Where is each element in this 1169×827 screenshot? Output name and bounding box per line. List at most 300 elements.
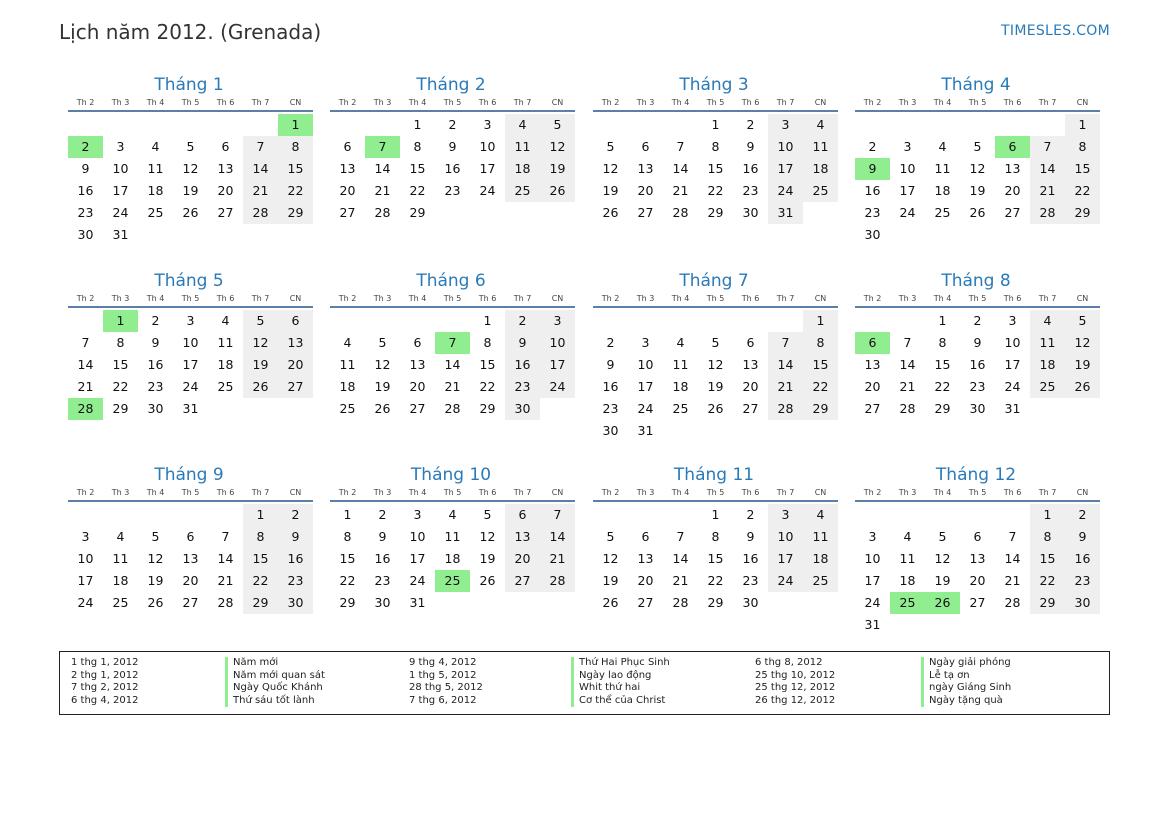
day-cell: 18 [803,548,838,570]
weekday-label: CN [1076,294,1089,303]
month-title: Tháng 7 [679,271,749,291]
day-cell: 14 [1030,158,1065,180]
weekday-label: Th 3 [898,98,917,107]
day-cell: 5 [151,529,160,544]
day-cell: 2 [505,310,540,332]
day-cell-empty [400,310,435,332]
day-cell: 18 [899,573,916,588]
day-cell: 3 [1008,313,1017,328]
weekday-label: Th 5 [968,294,987,303]
day-cell: 26 [374,401,391,416]
day-cell: 13 [969,551,986,566]
weekday-label: Th 7 [513,98,532,107]
month-2 [330,72,575,224]
day-cell: 8 [1030,526,1065,548]
day-cell: 10 [637,357,654,372]
day-grid [330,114,575,224]
day-cell: 6 [973,529,982,544]
day-cell: 14 [899,357,916,372]
day-cell: 1 [803,310,838,332]
legend-holiday-name: Thứ sáu tốt lành [225,695,325,708]
day-cell: 5 [938,529,947,544]
day-cell-holiday: 9 [855,158,890,180]
day-cell: 20 [182,573,199,588]
day-cell: 6 [221,139,230,154]
legend-dates [409,657,483,707]
day-cell: 22 [707,183,724,198]
legend-names [571,657,670,707]
weekday-label: CN [814,488,827,497]
weekday-label: Th 5 [706,294,725,303]
legend-date: 6 thg 4, 2012 [71,694,139,706]
day-cell: 6 [186,529,195,544]
day-cell: 4 [151,139,160,154]
day-cell: 8 [938,335,947,350]
day-cell: 28 [243,202,278,224]
day-cell: 30 [969,401,986,416]
weekday-label: Th 7 [513,488,532,497]
weekday-label: Th 7 [513,294,532,303]
weekday-label: Th 7 [1038,98,1057,107]
day-cell: 13 [505,526,540,548]
day-cell: 17 [182,357,199,372]
weekday-label: Th 3 [373,98,392,107]
weekday-label: CN [289,488,302,497]
day-cell: 9 [746,139,755,154]
weekday-label: Th 3 [111,488,130,497]
day-cell-empty [698,310,733,332]
day-cell: 30 [374,595,391,610]
day-cell-empty [435,310,470,332]
day-cell: 25 [505,180,540,202]
day-cell: 12 [147,551,164,566]
day-cell: 24 [637,401,654,416]
day-cell: 22 [243,570,278,592]
legend-holiday-name: Thứ Hai Phục Sinh [571,657,670,670]
day-cell: 12 [707,357,724,372]
weekday-header [330,96,575,112]
day-cell-empty [855,504,890,526]
day-cell: 26 [707,401,724,416]
day-cell: 21 [77,379,94,394]
day-cell: 16 [742,161,759,176]
day-cell-empty [628,114,663,136]
day-cell: 14 [374,161,391,176]
day-cell: 30 [505,398,540,420]
legend-holiday-name: Năm mới [225,657,325,670]
day-cell: 28 [444,401,461,416]
day-cell: 21 [444,379,461,394]
day-cell: 22 [112,379,129,394]
weekday-header [593,292,838,308]
day-cell: 16 [864,183,881,198]
day-cell: 31 [409,595,426,610]
day-cell: 3 [641,335,650,350]
weekday-label: Th 4 [146,98,165,107]
day-cell: 7 [903,335,912,350]
day-cell: 25 [672,401,689,416]
day-cell-empty [628,504,663,526]
day-cell: 4 [448,507,457,522]
day-cell-empty [925,114,960,136]
weekday-label: Th 2 [76,294,95,303]
day-cell: 6 [746,335,755,350]
day-cell-empty [925,504,960,526]
day-cell: 8 [413,139,422,154]
day-cell: 17 [899,183,916,198]
day-grid [68,504,313,614]
month-title: Tháng 11 [673,465,755,485]
weekday-label: CN [551,98,564,107]
day-cell: 19 [969,183,986,198]
legend-date: 1 thg 1, 2012 [71,657,139,668]
day-cell: 1 [243,504,278,526]
day-cell: 19 [934,573,951,588]
day-cell: 29 [1065,202,1100,224]
day-cell: 26 [602,595,619,610]
day-cell: 14 [540,526,575,548]
day-cell: 12 [602,551,619,566]
day-cell: 16 [374,551,391,566]
day-cell: 10 [768,136,803,158]
weekday-label: Th 6 [478,294,497,303]
day-cell: 21 [899,379,916,394]
day-cell: 28 [217,595,234,610]
day-cell: 20 [969,573,986,588]
day-cell: 4 [803,504,838,526]
day-cell: 25 [1030,376,1065,398]
weekday-label: Th 4 [671,98,690,107]
day-cell: 2 [606,335,615,350]
day-cell: 24 [864,595,881,610]
day-cell: 29 [707,595,724,610]
month-10 [330,462,575,614]
day-cell: 24 [1004,379,1021,394]
day-cell: 29 [1030,592,1065,614]
day-cell: 5 [243,310,278,332]
weekday-header [855,292,1100,308]
day-cell-holiday: 2 [68,136,103,158]
day-cell-empty [663,504,698,526]
day-cell: 5 [711,335,720,350]
day-cell: 10 [540,332,575,354]
day-cell: 3 [116,139,125,154]
day-cell: 31 [637,423,654,438]
day-cell: 11 [339,357,356,372]
day-cell: 15 [803,354,838,376]
day-cell-empty [68,114,103,136]
day-cell-empty [330,114,365,136]
day-cell: 13 [217,161,234,176]
day-cell: 24 [768,180,803,202]
day-cell: 12 [1065,332,1100,354]
weekday-header [68,96,313,112]
day-cell: 9 [505,332,540,354]
day-cell: 20 [278,354,313,376]
day-cell: 27 [864,401,881,416]
weekday-label: Th 7 [251,488,270,497]
day-cell: 13 [278,332,313,354]
day-cell: 31 [768,202,803,224]
weekday-label: Th 2 [338,488,357,497]
day-cell: 10 [182,335,199,350]
day-cell: 14 [77,357,94,372]
day-cell: 8 [803,332,838,354]
day-cell: 28 [768,398,803,420]
weekday-label: CN [814,294,827,303]
day-cell: 26 [479,573,496,588]
day-cell: 19 [1065,354,1100,376]
day-cell-empty [138,114,173,136]
day-cell: 19 [479,551,496,566]
weekday-label: CN [551,488,564,497]
month-title: Tháng 5 [154,271,224,291]
day-cell: 18 [505,158,540,180]
day-cell: 26 [602,205,619,220]
site-link[interactable]: TIMESLES.COM [1001,23,1110,39]
day-cell: 24 [112,205,129,220]
day-cell: 31 [112,227,129,242]
legend-names [225,657,325,707]
day-grid [593,504,838,614]
day-cell: 8 [1065,136,1100,158]
weekday-label: Th 5 [443,98,462,107]
day-cell: 17 [479,161,496,176]
day-cell: 11 [1030,332,1065,354]
day-cell: 22 [803,376,838,398]
weekday-label: Th 3 [636,488,655,497]
day-cell: 25 [339,401,356,416]
day-cell: 5 [606,139,615,154]
day-cell: 28 [540,570,575,592]
day-cell: 27 [409,401,426,416]
day-cell: 15 [934,357,951,372]
day-cell: 2 [378,507,387,522]
day-cell-empty [995,504,1030,526]
weekday-label: Th 5 [706,488,725,497]
day-cell: 27 [182,595,199,610]
day-cell: 10 [77,551,94,566]
day-cell: 5 [1065,310,1100,332]
weekday-label: Th 5 [706,98,725,107]
day-cell: 6 [641,529,650,544]
day-cell: 23 [969,379,986,394]
day-cell: 9 [81,161,90,176]
day-cell: 20 [637,573,654,588]
day-cell: 21 [1030,180,1065,202]
day-cell: 24 [540,376,575,398]
day-cell: 15 [243,548,278,570]
day-cell: 27 [969,595,986,610]
legend-date: 2 thg 1, 2012 [71,669,139,681]
weekday-label: Th 3 [111,294,130,303]
day-cell: 16 [278,548,313,570]
legend-date: 7 thg 2, 2012 [71,682,139,693]
weekday-label: CN [1076,98,1089,107]
day-cell: 14 [243,158,278,180]
day-cell: 19 [182,183,199,198]
month-title: Tháng 9 [154,465,224,485]
day-cell: 8 [483,335,492,350]
day-cell: 15 [707,551,724,566]
weekday-label: Th 2 [601,98,620,107]
legend-date: 6 thg 8, 2012 [755,657,823,668]
weekday-label: Th 4 [933,294,952,303]
day-cell: 23 [444,183,461,198]
day-cell: 21 [1004,573,1021,588]
day-cell: 25 [934,205,951,220]
weekday-label: Th 4 [671,294,690,303]
day-cell: 1 [938,313,947,328]
day-cell: 23 [742,183,759,198]
day-cell: 29 [934,401,951,416]
day-cell: 11 [899,551,916,566]
day-cell: 30 [864,227,881,242]
legend-date: 7 thg 6, 2012 [409,694,477,706]
day-cell: 13 [742,357,759,372]
day-grid [330,310,575,420]
day-cell: 20 [339,183,356,198]
day-cell-empty [855,114,890,136]
weekday-label: Th 7 [776,98,795,107]
day-cell: 30 [278,592,313,614]
day-cell: 14 [1004,551,1021,566]
day-cell: 29 [278,202,313,224]
day-cell: 26 [243,376,278,398]
day-cell: 17 [77,573,94,588]
day-cell: 27 [339,205,356,220]
day-cell: 22 [707,573,724,588]
day-cell: 11 [803,136,838,158]
day-cell: 20 [864,379,881,394]
day-cell: 8 [711,529,720,544]
day-cell: 21 [540,548,575,570]
month-9 [68,462,313,614]
month-11 [593,462,838,614]
day-cell: 6 [641,139,650,154]
day-cell: 2 [868,139,877,154]
day-cell: 12 [969,161,986,176]
legend-dates [755,657,835,707]
day-cell: 7 [243,136,278,158]
day-cell-empty [593,504,628,526]
weekday-label: Th 3 [636,98,655,107]
day-cell: 1 [483,313,492,328]
day-grid [855,114,1100,246]
day-cell: 11 [672,357,689,372]
day-cell: 15 [112,357,129,372]
weekday-label: Th 4 [671,488,690,497]
day-cell: 5 [973,139,982,154]
day-cell-empty [103,504,138,526]
day-cell: 3 [768,504,803,526]
day-cell: 13 [637,551,654,566]
month-5 [68,268,313,420]
day-cell: 27 [505,570,540,592]
weekday-label: Th 2 [338,294,357,303]
day-cell: 28 [1004,595,1021,610]
weekday-label: Th 3 [373,488,392,497]
day-cell: 12 [243,332,278,354]
weekday-label: Th 2 [76,488,95,497]
day-cell-holiday: 26 [925,592,960,614]
day-cell: 3 [81,529,90,544]
day-cell: 13 [637,161,654,176]
month-7 [593,268,838,442]
day-cell: 4 [1030,310,1065,332]
day-cell: 13 [409,357,426,372]
day-cell-holiday: 25 [890,592,925,614]
day-cell: 16 [505,354,540,376]
day-cell: 7 [1008,529,1017,544]
day-cell: 14 [672,161,689,176]
day-cell: 29 [112,401,129,416]
day-cell: 1 [711,117,720,132]
day-cell-holiday: 7 [435,332,470,354]
day-cell: 6 [413,335,422,350]
day-cell: 10 [899,161,916,176]
day-cell: 30 [602,423,619,438]
day-cell: 13 [1004,161,1021,176]
day-cell: 3 [768,114,803,136]
day-cell: 7 [676,529,685,544]
weekday-label: Th 4 [408,294,427,303]
day-cell: 2 [448,117,457,132]
day-cell: 9 [448,139,457,154]
weekday-label: Th 2 [338,98,357,107]
day-cell: 25 [217,379,234,394]
day-cell: 17 [637,379,654,394]
day-cell: 3 [903,139,912,154]
day-cell: 29 [707,205,724,220]
day-cell: 14 [672,551,689,566]
day-cell: 27 [637,205,654,220]
day-cell: 8 [278,136,313,158]
day-cell: 24 [77,595,94,610]
day-cell: 19 [602,573,619,588]
weekday-label: Th 6 [216,98,235,107]
weekday-label: Th 5 [968,488,987,497]
day-cell: 26 [969,205,986,220]
day-cell-empty [1030,114,1065,136]
day-cell: 8 [243,526,278,548]
weekday-header [593,486,838,502]
day-grid [593,310,838,442]
legend-dates [71,657,139,707]
day-cell: 17 [768,548,803,570]
day-cell: 4 [676,335,685,350]
day-cell: 30 [147,401,164,416]
day-cell: 3 [483,117,492,132]
day-cell: 11 [803,526,838,548]
day-cell: 20 [217,183,234,198]
weekday-label: Th 2 [863,98,882,107]
day-cell: 24 [182,379,199,394]
day-cell: 15 [278,158,313,180]
day-cell: 23 [742,573,759,588]
day-cell: 6 [343,139,352,154]
weekday-label: Th 3 [111,98,130,107]
day-cell: 20 [637,183,654,198]
day-cell: 31 [864,617,881,632]
day-cell: 4 [343,335,352,350]
month-8 [855,268,1100,420]
day-cell-empty [733,310,768,332]
page-title: Lịch năm 2012. (Grenada) [59,20,322,44]
day-cell: 14 [217,551,234,566]
day-cell-holiday: 6 [855,332,890,354]
day-cell-empty [243,114,278,136]
